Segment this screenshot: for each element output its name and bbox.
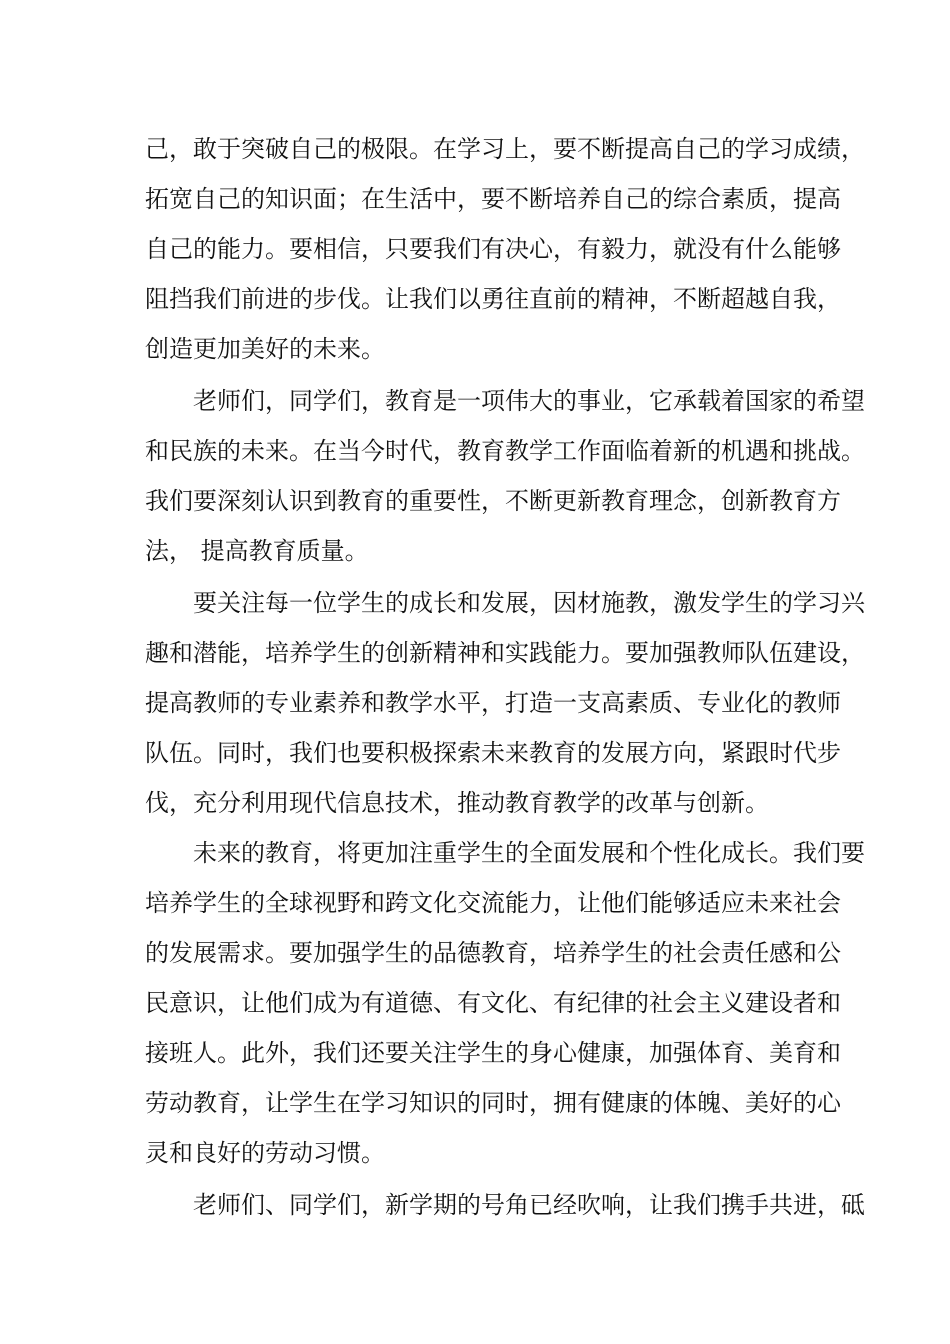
text-line: 接班人。此外，我们还要关注学生的身心健康，加强体育、美育和	[145, 1039, 841, 1067]
text-line: 阻挡我们前进的步伐。让我们以勇往直前的精神，不断超越自我，	[145, 285, 841, 313]
text-line: 自己的能力。要相信，只要我们有决心，有毅力，就没有什么能够	[145, 235, 841, 263]
text-line: 拓宽自己的知识面；在生活中，要不断培养自己的综合素质，提高	[145, 185, 841, 213]
text-line: 伐，充分利用现代信息技术，推动教育教学的改革与创新。	[145, 789, 769, 817]
text-line: 的发展需求。要加强学生的品德教育，培养学生的社会责任感和公	[145, 939, 841, 967]
text-line: 提高教师的专业素养和教学水平，打造一支高素质、专业化的教师	[145, 689, 841, 717]
text-line: 队伍。同时，我们也要积极探索未来教育的发展方向，紧跟时代步	[145, 739, 841, 767]
text-line: 法， 提高教育质量。	[145, 537, 369, 565]
text-line: 趣和潜能，培养学生的创新精神和实践能力。要加强教师队伍建设，	[145, 639, 865, 667]
text-line: 民意识，让他们成为有道德、有文化、有纪律的社会主义建设者和	[145, 989, 841, 1017]
text-line: 和民族的未来。在当今时代，教育教学工作面临着新的机遇和挑战。	[145, 437, 865, 465]
text-line: 创造更加美好的未来。	[145, 335, 385, 363]
text-line: 要关注每一位学生的成长和发展，因材施教，激发学生的学习兴	[145, 589, 865, 617]
text-line: 未来的教育，将更加注重学生的全面发展和个性化成长。我们要	[145, 839, 865, 867]
text-line: 培养学生的全球视野和跨文化交流能力，让他们能够适应未来社会	[145, 889, 841, 917]
text-line: 老师们、同学们，新学期的号角已经吹响，让我们携手共进，砥	[145, 1191, 865, 1219]
text-line: 己，敢于突破自己的极限。在学习上，要不断提高自己的学习成绩，	[145, 135, 865, 163]
text-line: 劳动教育，让学生在学习知识的同时，拥有健康的体魄、美好的心	[145, 1089, 841, 1117]
text-line: 灵和良好的劳动习惯。	[145, 1139, 385, 1167]
text-line: 老师们，同学们，教育是一项伟大的事业，它承载着国家的希望	[145, 387, 865, 415]
text-line: 我们要深刻认识到教育的重要性，不断更新教育理念，创新教育方	[145, 487, 841, 515]
